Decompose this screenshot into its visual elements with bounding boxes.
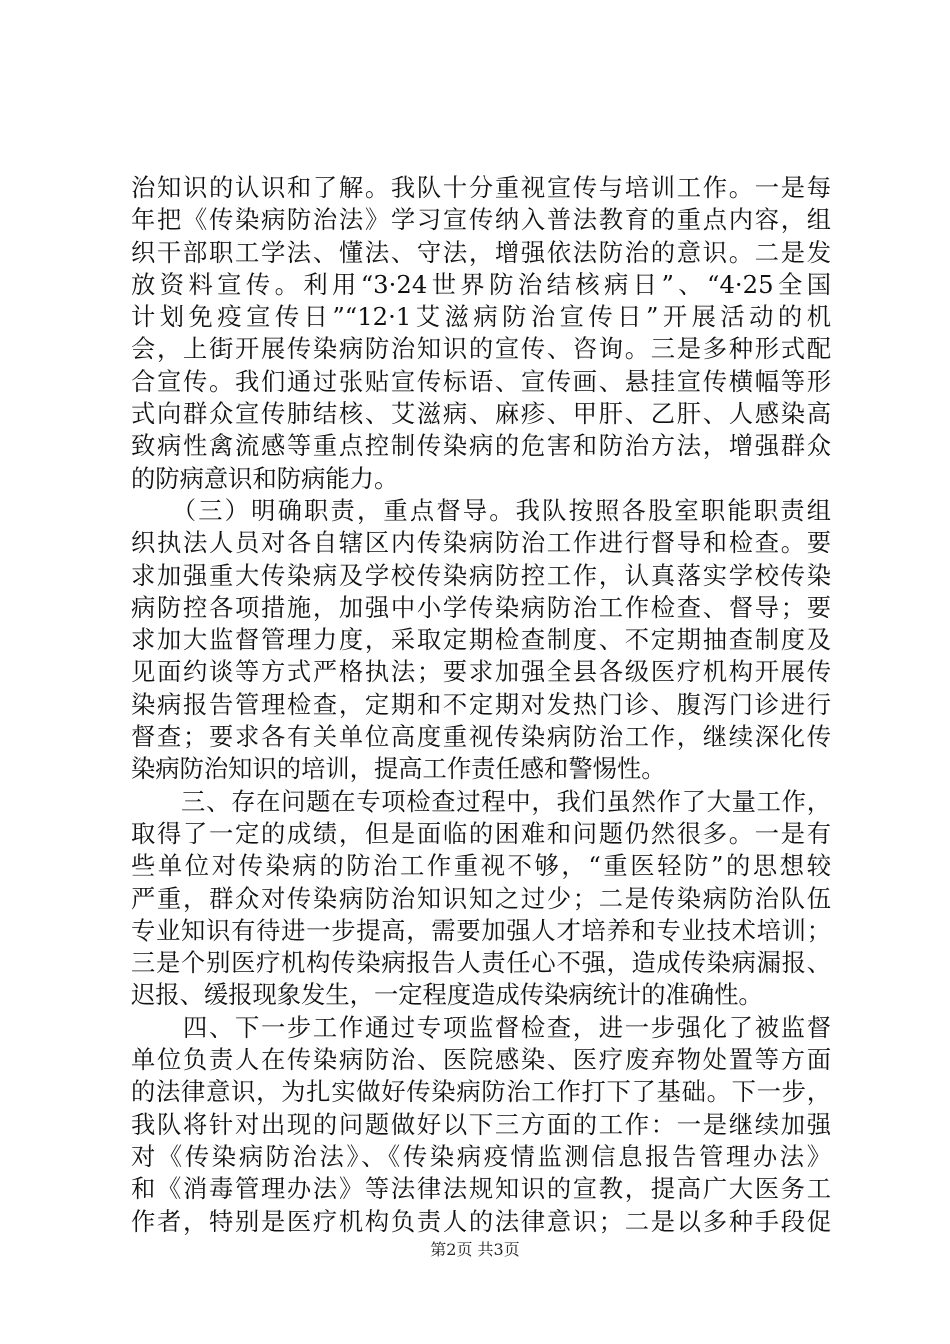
body-text [131, 172, 831, 1236]
text-line: 计划免疫宣传日”“12·1艾滋病防治宣传日”开展活动的机 [131, 302, 831, 332]
text-line: 督查；要求各有关单位高度重视传染病防治工作，继续深化传 [131, 722, 831, 752]
page-footer: 第2页 共3页 [430, 1240, 520, 1259]
text-line: 三、存在问题在专项检查过程中，我们虽然作了大量工作， [131, 786, 831, 816]
text-line: 年把《传染病防治法》学习宣传纳入普法教育的重点内容，组 [131, 205, 831, 235]
text-line: 会，上街开展传染病防治知识的宣传、咨询。三是多种形式配 [131, 334, 831, 364]
text-line: 病防控各项措施，加强中小学传染病防治工作检查、督导；要 [131, 592, 831, 622]
text-line: 式向群众宣传肺结核、艾滋病、麻疹、甲肝、乙肝、人感染高 [131, 399, 831, 429]
text-line: 放资料宣传。利用“3·24世界防治结核病日”、“4·25全国 [131, 269, 831, 299]
text-line: 治知识的认识和了解。我队十分重视宣传与培训工作。一是每 [131, 173, 831, 202]
text-line: 染病报告管理检查，定期和不定期对发热门诊、腹泻门诊进行 [131, 689, 831, 719]
text-line: 专业知识有待进一步提高，需要加强人才培养和专业技术培训； [131, 915, 831, 945]
text-line: 迟报、缓报现象发生，一定程度造成传染病统计的准确性。 [131, 980, 763, 1010]
text-line: （三）明确职责，重点督导。我队按照各股室职能职责组 [131, 495, 831, 525]
text-line: 合宣传。我们通过张贴宣传标语、宣传画、悬挂宣传横幅等形 [131, 366, 831, 396]
text-line: 三是个别医疗机构传染病报告人责任心不强，造成传染病漏报、 [131, 948, 831, 978]
text-line: 织执法人员对各自辖区内传染病防治工作进行督导和检查。要 [131, 528, 831, 558]
text-line: 求加强重大传染病及学校传染病防控工作，认真落实学校传染 [131, 560, 831, 590]
text-line: 四、下一步工作通过专项监督检查，进一步强化了被监督 [131, 1012, 831, 1042]
text-line: 单位负责人在传染病防治、医院感染、医疗废弃物处置等方面 [131, 1045, 831, 1075]
text-line: 见面约谈等方式严格执法；要求加强全县各级医疗机构开展传 [131, 657, 831, 687]
text-line: 和《消毒管理办法》等法律法规知识的宣教，提高广大医务工 [131, 1174, 831, 1204]
text-line: 对《传染病防治法》、《传染病疫情监测信息报告管理办法》 [131, 1141, 831, 1171]
text-line: 严重，群众对传染病防治知识知之过少；二是传染病防治队伍 [131, 883, 831, 913]
text-line: 的防病意识和防病能力。 [131, 463, 399, 493]
text-line: 些单位对传染病的防治工作重视不够，“重医轻防”的思想较 [131, 851, 831, 881]
text-line: 的法律意识，为扎实做好传染病防治工作打下了基础。下一步， [131, 1077, 831, 1107]
text-line: 作者，特别是医疗机构负责人的法律意识；二是以多种手段促 [131, 1206, 831, 1236]
text-line: 求加大监督管理力度，采取定期检查制度、不定期抽查制度及 [131, 625, 831, 655]
text-line: 致病性禽流感等重点控制传染病的危害和防治方法，增强群众 [131, 431, 831, 461]
text-line: 染病防治知识的培训，提高工作责任感和警惕性。 [131, 754, 666, 784]
text-line: 织干部职工学法、懂法、守法，增强依法防治的意识。二是发 [131, 237, 831, 267]
text-line: 取得了一定的成绩，但是面临的困难和问题仍然很多。一是有 [131, 818, 831, 848]
text-line: 我队将针对出现的问题做好以下三方面的工作：一是继续加强 [131, 1109, 831, 1139]
